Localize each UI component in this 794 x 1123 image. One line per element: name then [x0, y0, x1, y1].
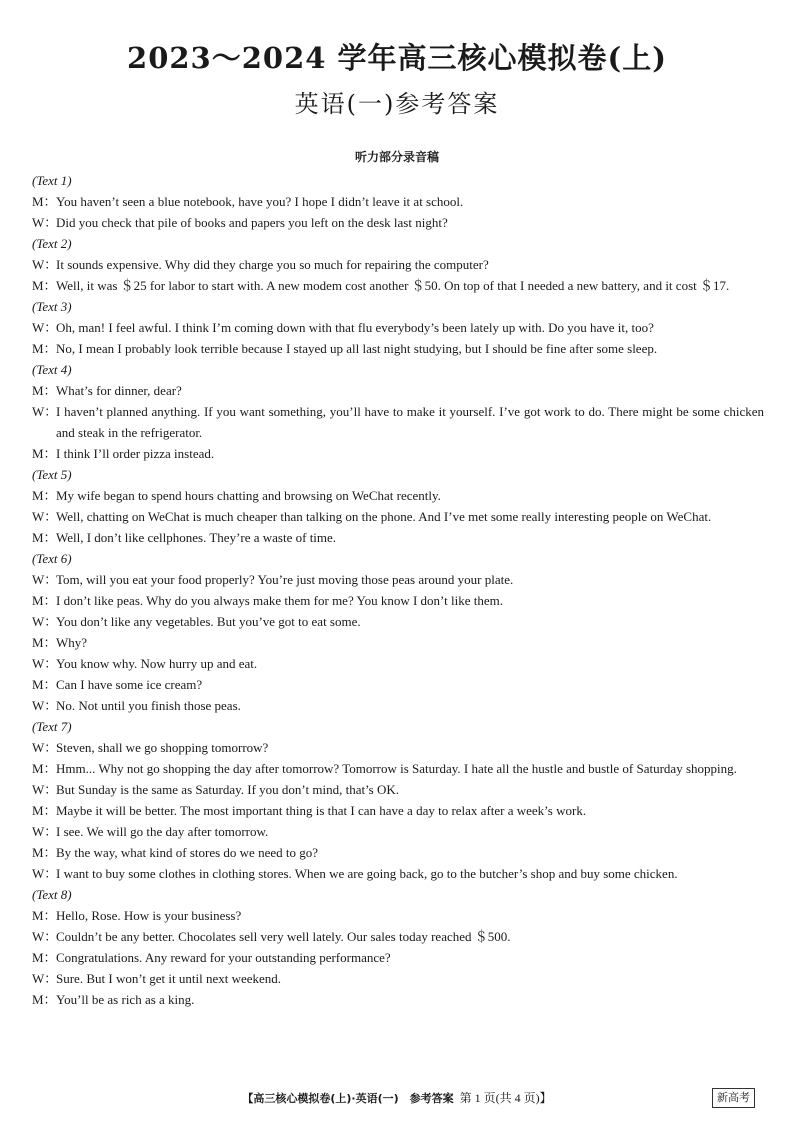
dialogue-line [32, 401, 764, 443]
dialogue-line [32, 653, 764, 674]
dialogue-text: Well, chatting on WeChat is much cheaper than talking on the phone. And I’ve met some really interesting people on WeChat. [56, 509, 712, 524]
speaker-label: M： [32, 845, 57, 860]
speaker-label: M： [32, 677, 57, 692]
document-subtitle: 英语(一)参考答案 [294, 90, 500, 118]
speaker-label: W： [32, 509, 58, 524]
footer-page-number: 第 1 页(共 4 页)】 [459, 1091, 552, 1105]
speaker-label: W： [32, 215, 58, 230]
text-number-label: (Text 2) [32, 236, 72, 251]
speaker-label: M： [32, 488, 57, 503]
dialogue-line [32, 947, 764, 968]
speaker-label: M： [32, 194, 57, 209]
dialogue-text: Maybe it will be better. The most important thing is that I can have a day to relax after a week’s work. [56, 803, 587, 818]
dialogue-line [32, 443, 764, 464]
dialogue-text: Did you check that pile of books and papers you left on the desk last night? [56, 215, 448, 230]
dialogue-line [32, 611, 764, 632]
speaker-label: M： [32, 908, 57, 923]
text-number-label: (Text 6) [32, 551, 72, 566]
dialogue-line [32, 926, 764, 947]
speaker-label: W： [32, 824, 58, 839]
text-number-label: (Text 7) [32, 719, 72, 734]
dialogue-text: It sounds expensive. Why did they charge you so much for repairing the computer? [56, 257, 489, 272]
dialogue-line [32, 485, 764, 506]
speaker-label: M： [32, 446, 57, 461]
dialogue-line [32, 506, 764, 527]
speaker-label: M： [32, 530, 57, 545]
dialogue-line [32, 905, 764, 926]
dialogue-text: Oh, man! I feel awful. I think I’m coming down with that flu everybody’s been lately up with. Do you have it, too? [56, 320, 654, 335]
speaker-label: W： [32, 971, 58, 986]
dialogue-text: You haven’t seen a blue notebook, have you? I hope I didn’t leave it at school. [56, 194, 464, 209]
page-footer [0, 1088, 794, 1109]
text-number-label: (Text 1) [32, 173, 72, 188]
dialogue-text: Couldn’t be any better. Chocolates sell very well lately. Our sales today reached ＄500. [56, 929, 511, 944]
dialogue-text: You know why. Now hurry up and eat. [56, 656, 258, 671]
dialogue-text: Tom, will you eat your food properly? You’re just moving those peas around your plate. [56, 572, 514, 587]
speaker-label: W： [32, 257, 58, 272]
new-gaokao-stamp: 新高考 [712, 1088, 755, 1108]
dialogue-text: My wife began to spend hours chatting and browsing on WeChat recently. [56, 488, 441, 503]
text-number-label: (Text 3) [32, 299, 72, 314]
dialogue-line [32, 989, 764, 1010]
speaker-label: M： [32, 950, 57, 965]
dialogue-line [32, 212, 764, 233]
dialogue-line [32, 191, 764, 212]
dialogue-line [32, 317, 764, 338]
dialogue-line [32, 779, 764, 800]
speaker-label: M： [32, 992, 57, 1007]
speaker-label: W： [32, 404, 58, 419]
dialogue-text: You’ll be as rich as a king. [56, 992, 195, 1007]
dialogue-text: Steven, shall we go shopping tomorrow? [56, 740, 269, 755]
speaker-label: W： [32, 320, 58, 335]
dialogue-line [32, 632, 764, 653]
dialogue-text: I see. We will go the day after tomorrow. [56, 824, 269, 839]
dialogue-line [32, 842, 764, 863]
section-heading: 听力部分录音稿 [354, 150, 439, 164]
dialogue-line [32, 968, 764, 989]
dialogue-line [32, 758, 764, 779]
listening-transcript [32, 170, 764, 1010]
speaker-label: M： [32, 761, 57, 776]
dialogue-text: Well, I don’t like cellphones. They’re a waste of time. [56, 530, 337, 545]
dialogue-line [32, 590, 764, 611]
dialogue-line [32, 380, 764, 401]
speaker-label: M： [32, 383, 57, 398]
speaker-label: W： [32, 572, 58, 587]
speaker-label: W： [32, 698, 58, 713]
dialogue-line [32, 254, 764, 275]
speaker-label: M： [32, 593, 57, 608]
dialogue-line [32, 695, 764, 716]
document-title: 2023～2024 学年高三核心模拟卷(上) [127, 41, 667, 75]
dialogue-text: Well, it was ＄25 for labor to start with. A new modem cost another ＄50. On top of that I needed a new battery, and it cost ＄17. [56, 278, 730, 293]
dialogue-line [32, 674, 764, 695]
text-number-label: (Text 4) [32, 362, 72, 377]
dialogue-text: Why? [56, 635, 88, 650]
speaker-label: M： [32, 278, 57, 293]
dialogue-text: No. Not until you finish those peas. [56, 698, 241, 713]
text-number-label: (Text 8) [32, 887, 72, 902]
speaker-label: W： [32, 656, 58, 671]
footer-label: 【高三核心模拟卷(上)·英语(一) 参考答案 [242, 1092, 454, 1105]
dialogue-text: Hello, Rose. How is your business? [56, 908, 242, 923]
dialogue-line [32, 821, 764, 842]
dialogue-text: But Sunday is the same as Saturday. If you don’t mind, that’s OK. [56, 782, 400, 797]
dialogue-text: By the way, what kind of stores do we need to go? [56, 845, 318, 860]
dialogue-line [32, 863, 764, 884]
speaker-label: W： [32, 740, 58, 755]
dialogue-text: What’s for dinner, dear? [56, 383, 182, 398]
dialogue-text: I don’t like peas. Why do you always make them for me? You know I don’t like them. [56, 593, 503, 608]
speaker-label: W： [32, 614, 58, 629]
dialogue-text: Congratulations. Any reward for your outstanding performance? [56, 950, 391, 965]
dialogue-text: No, I mean I probably look terrible because I stayed up all last night studying, but I should be fine after some sleep. [56, 341, 658, 356]
dialogue-line [32, 338, 764, 359]
speaker-label: M： [32, 803, 57, 818]
dialogue-line [32, 737, 764, 758]
dialogue-text: You don’t like any vegetables. But you’ve got to eat some. [56, 614, 361, 629]
speaker-label: M： [32, 635, 57, 650]
dialogue-text: I haven’t planned anything. If you want something, you’ll have to make it yourself. I’ve got work to do. There might be some chicken and steak in the refrigerator. [56, 404, 764, 440]
speaker-label: M： [32, 341, 57, 356]
dialogue-line [32, 527, 764, 548]
text-number-label: (Text 5) [32, 467, 72, 482]
dialogue-line [32, 569, 764, 590]
speaker-label: W： [32, 929, 58, 944]
dialogue-text: Can I have some ice cream? [56, 677, 203, 692]
speaker-label: W： [32, 866, 58, 881]
dialogue-text: Sure. But I won’t get it until next weekend. [56, 971, 282, 986]
dialogue-text: I want to buy some clothes in clothing stores. When we are going back, go to the butcher’s shop and buy some chicken. [56, 866, 678, 881]
dialogue-line [32, 275, 764, 296]
dialogue-text: Hmm... Why not go shopping the day after tomorrow? Tomorrow is Saturday. I hate all the hustle and bustle of Saturday shopping. [56, 761, 737, 776]
dialogue-line [32, 800, 764, 821]
dialogue-text: I think I’ll order pizza instead. [56, 446, 215, 461]
speaker-label: W： [32, 782, 58, 797]
